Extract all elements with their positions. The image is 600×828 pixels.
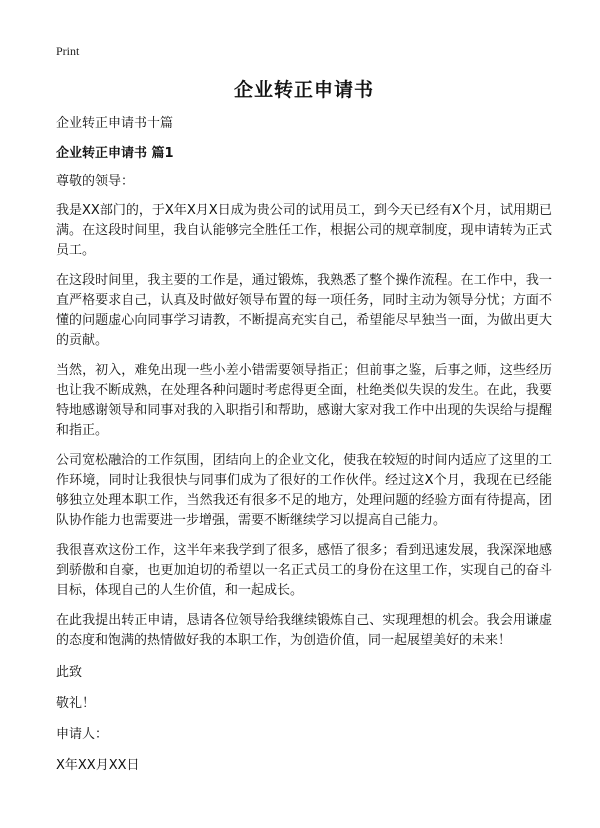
closing-jing-li: 敬礼！ [56,696,96,711]
greeting-line: 尊敬的领导： [56,174,135,189]
document-subtitle: 企业转正申请书十篇 [56,116,174,131]
document-title: 企业转正申请书 [233,79,374,101]
application-date: X年XX月XX日 [56,758,140,773]
applicant-label: 申请人： [56,727,109,742]
body-paragraph-2: 在这段时间里，我主要的工作是，通过锻炼，我熟悉了整个操作流程。在工作中，我一直严格要求自己，认真及时做好领导布置的每一项任务，同时主动为领导分忧；方面不懂的问题虚心向同事学习请教，不断提高充实自己，希望能尽早独当一面，为做出更大的贡献。 [56,273,552,348]
body-paragraph-6: 在此我提出转正申请，恳请各位领导给我继续锻炼自己、实现理想的机会。我会用谦虚的态度和饱满的热情做好我的本职工作，为创造价值，同一起展望美好的未来！ [56,613,552,648]
body-paragraph-1: 我是XX部门的，于X年X月X日成为贵公司的试用员工，到今天已经有X个月，试用期已满。在这段时间里，我自认能够完全胜任工作，根据公司的规章制度，现申请转为正式员工。 [56,203,552,258]
body-paragraph-3: 当然，初入，难免出现一些小差小错需要领导指正；但前事之鉴，后事之师，这些经历也让我不断成熟，在处理各种问题时考虑得更全面，杜绝类似失误的发生。在此，我要特地感谢领导和同事对我的入职指引和帮助，感谢大家对我工作中出现的失误给与提醒和指正。 [56,363,552,438]
body-paragraph-5: 我很喜欢这份工作，这半年来我学到了很多，感悟了很多；看到迅速发展，我深深地感到骄傲和自豪，也更加迫切的希望以一名正式员工的身份在这里工作，实现自己的奋斗目标，体现自己的人生价值，和一起成长。 [56,543,552,598]
closing-ci-zhi: 此致 [56,665,83,680]
section-heading: 企业转正申请书 篇1 [56,146,174,161]
print-link[interactable]: Print [56,44,80,58]
body-paragraph-4: 公司宽松融洽的工作氛围，团结向上的企业文化，使我在较短的时间内适应了这里的工作环境，同时让我很快与同事们成为了很好的工作伙伴。经过这X个月，我现在已经能够独立处理本职工作，当然我还有很多不足的地方，处理问题的经验方面有待提高，团队协作能力也需要进一步增强，需要不断继续学习以提高自己能力。 [56,453,552,528]
